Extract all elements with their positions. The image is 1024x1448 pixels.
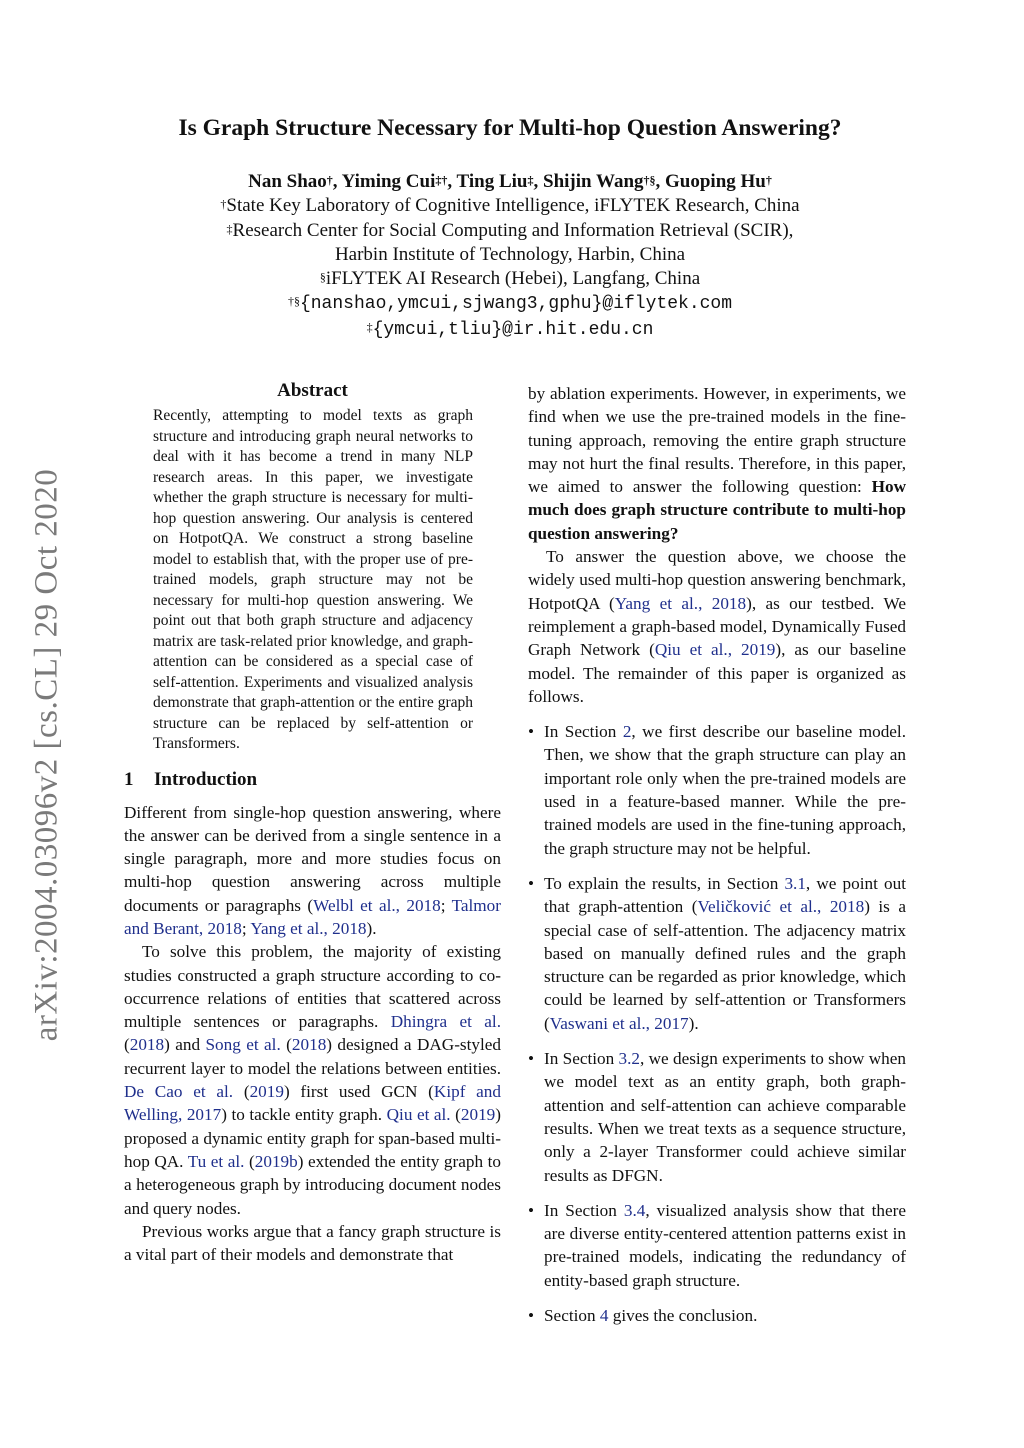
affiliation-line: ‡Research Center for Social Computing and Information Retrieval (SCIR), <box>226 219 794 241</box>
email-line: †§{nanshao,ymcui,sjwang3,gphu}@iflytek.com <box>287 294 733 315</box>
bullet-icon: • <box>528 722 535 742</box>
intro-paragraph-2: To solve this problem, the majority of existing studies constructed a graph structure according to co-occurrence relations of entities that scattered across multiple sentences or paragraphs. Dhingra et al. (2018) and Song et al. (2018) designed a DAG-styled recurrent layer to model the relations between entities. De Cao et al. (2019) first used GCN (Kipf and Welling, 2017) to tackle entity graph. Qiu et al. (2019) proposed a dynamic entity graph for span-based multi-hop QA. Tu et al. (2019b) extended the entity graph to a heterogeneous graph by introducing document nodes and query nodes. <box>124 942 501 1218</box>
author-name: Nan Shao <box>248 171 327 192</box>
citation-link[interactable]: Yang et al., 2018 <box>250 918 367 938</box>
author-name: Shijin Wang <box>543 171 644 192</box>
citation-link[interactable]: Kipf and Welling, 2017 <box>124 1082 501 1125</box>
citation-link[interactable]: Yang et al., 2018 <box>614 593 747 613</box>
section-ref-link[interactable]: 3.1 <box>784 873 806 893</box>
contribution-list <box>528 720 906 1327</box>
citation-link[interactable]: Vaswani et al., 2017 <box>549 1013 689 1033</box>
citation-link[interactable]: Qiu et al. <box>386 1105 451 1125</box>
right-paragraph-2: To answer the question above, we choose the widely used multi-hop question answering benchmark, HotpotQA (Yang et al., 2018), as our testbed. We reimplement a graph-based model, Dynamically Fused Graph Network (Qiu et al., 2019), as our baseline model. The remainder of this paper is organized as follows. <box>528 547 906 706</box>
bullet-icon: • <box>528 1200 535 1220</box>
section-heading-introduction: 1 Introduction <box>124 768 258 790</box>
email-address[interactable]: {ymcui,tliu}@ir.hit.edu.cn <box>372 319 654 340</box>
author-mark: † <box>765 173 772 187</box>
bullet-icon: • <box>528 873 535 893</box>
affiliation-line: §iFLYTEK AI Research (Hebei), Langfang, China <box>319 268 701 290</box>
list-item: • In Section 3.4, visualized analysis show that there are diverse entity-centered attention patterns exist in pre-trained models, indicating the redundancy of entity-based graph structure. <box>528 1200 907 1290</box>
research-question: How much does graph structure contribute to multi-hop question answering? <box>528 477 906 543</box>
section-ref-link[interactable]: 3.4 <box>623 1200 646 1220</box>
citation-link[interactable]: 2019 <box>460 1105 496 1125</box>
citation-link[interactable]: 2018 <box>291 1035 327 1055</box>
intro-paragraph-3: Previous works argue that a fancy graph structure is a vital part of their models and demonstrate that <box>124 1221 501 1265</box>
citation-link[interactable]: Veličković et al., 2018 <box>697 897 865 917</box>
intro-paragraph-1: Different from single-hop question answering, where the answer can be derived from a single sentence in a single paragraph, more and more studies focus on multi-hop question answering across multiple documents or paragraphs (Welbl et al., 2018; Talmor and Berant, 2018; Yang et al., 2018). <box>124 802 501 938</box>
author-list: Nan Shao†, Yiming Cui‡†, Ting Liu‡, Shijin Wang†§, Guoping Hu† <box>248 171 772 192</box>
affiliation-line: Harbin Institute of Technology, Harbin, China <box>334 243 686 265</box>
author-mark: † <box>326 173 333 187</box>
citation-link[interactable]: 2019b <box>254 1151 298 1171</box>
abstract-text: Recently, attempting to model texts as graph structure and introducing graph neural networks to deal with it has become a trend in many NLP research areas. In this paper, we investigate whether the graph structure is necessary for multi-hop question answering. Our analysis is centered on HotpotQA. We construct a strong baseline model to establish that, with the proper use of pre-trained models, graph structure may not be necessary for multi-hop question answering. We point out that both graph structure and adjacency matrix are task-related prior knowledge, and graph-attention can be considered as a special case of self-attention. Experiments and visualized analysis demonstrate that graph-attention or the entire graph structure can be replaced by self-attention or Transformers. <box>153 407 473 752</box>
bullet-icon: • <box>528 1305 535 1325</box>
email-line: ‡{ymcui,tliu}@ir.hit.edu.cn <box>366 319 654 340</box>
list-item: • Section 4 gives the conclusion. <box>528 1304 906 1327</box>
citation-link[interactable]: 2018 <box>129 1035 165 1055</box>
author-mark: ‡ <box>527 173 534 187</box>
section-ref-link[interactable]: 3.2 <box>618 1049 640 1069</box>
left-column <box>124 380 501 1266</box>
author-name: Guoping Hu <box>665 171 766 192</box>
citation-link[interactable]: Dhingra et al. <box>390 1012 501 1032</box>
author-mark: ‡† <box>435 173 448 187</box>
email-address[interactable]: {nanshao,ymcui,sjwang3,gphu}@iflytek.com <box>299 294 733 315</box>
citation-link[interactable]: Qiu et al., 2019 <box>654 640 776 660</box>
author-name: Ting Liu <box>456 171 528 192</box>
bullet-icon: • <box>528 1049 535 1069</box>
citation-link[interactable]: De Cao et al. <box>124 1082 234 1102</box>
citation-link[interactable]: Tu et al. <box>187 1151 245 1171</box>
author-block <box>110 170 910 342</box>
right-column <box>528 382 906 1339</box>
citation-link[interactable]: Welbl et al., 2018 <box>313 895 441 915</box>
arxiv-sidebar <box>22 455 72 1055</box>
citation-link[interactable]: Talmor and Berant, 2018 <box>124 895 501 938</box>
citation-link[interactable]: Song et al. <box>205 1035 281 1055</box>
right-paragraph-1: by ablation experiments. However, in experiments, we find when we use the pre-trained models in the fine-tuning approach, removing the entire graph structure may not hurt the final results. Therefore, in this paper, we aimed to answer the following question: How much does graph structure contribute to multi-hop question answering? <box>528 384 906 543</box>
citation-link[interactable]: 2019 <box>249 1082 284 1102</box>
author-name: Yiming Cui <box>341 171 436 192</box>
author-mark: †§ <box>643 173 656 187</box>
section-ref-link[interactable]: 2 <box>622 722 632 742</box>
list-item: • To explain the results, in Section 3.1, we point out that graph-attention (Veličković et al., 2018) is a special case of self-attention. The adjacency matrix based on manually defined rules and the graph structure can be regarded as prior knowledge, which could be learned by self-attention or Transformers (Vaswani et al., 2017). <box>528 873 906 1033</box>
list-item: • In Section 3.2, we design experiments to show when we model text as an entity graph, both graph-attention and self-attention can achieve comparable results. When we treat texts as a sequence structure, only a 2-layer Transformer could achieve similar results as DFGN. <box>528 1049 906 1185</box>
abstract-heading: Abstract <box>277 380 348 401</box>
affiliation-line: †State Key Laboratory of Cognitive Intelligence, iFLYTEK Research, China <box>220 195 800 217</box>
section-ref-link[interactable]: 4 <box>599 1305 609 1325</box>
list-item: • In Section 2, we first describe our baseline model. Then, we show that the graph structure can play an important role only when the pre-trained models are used in a feature-based manner. While the pre-trained models are used in the fine-tuning approach, the graph structure may not be helpful. <box>528 722 906 858</box>
arxiv-identifier: arXiv:2004.03096v2 [cs.CL] 29 Oct 2020 <box>28 468 65 1042</box>
paper-title: Is Graph Structure Necessary for Multi-hop Question Answering? <box>178 115 842 141</box>
